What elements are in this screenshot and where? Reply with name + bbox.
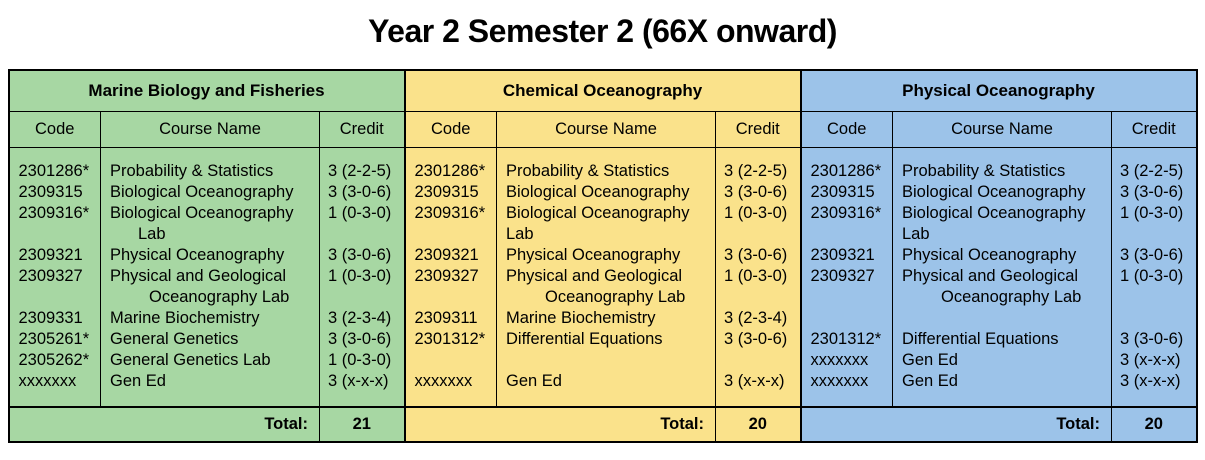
course-code: 2301286* [405, 147, 497, 182]
col-header-name: Course Name [893, 111, 1112, 147]
course-name: Differential Equations [497, 329, 716, 350]
course-credit: 3 (3-0-6) [716, 329, 801, 350]
course-credit: 3 (3-0-6) [320, 182, 405, 203]
course-name: Oceanography Lab [893, 287, 1112, 308]
total-value: 20 [1112, 407, 1197, 442]
course-code: 2309315 [405, 182, 497, 203]
course-name: Probability & Statistics [893, 147, 1112, 182]
course-code [801, 224, 893, 245]
course-credit: 3 (2-3-4) [320, 308, 405, 329]
course-credit: 3 (3-0-6) [716, 245, 801, 266]
col-header-name: Course Name [497, 111, 716, 147]
col-header-code: Code [9, 111, 101, 147]
course-name: Physical Oceanography [497, 245, 716, 266]
course-name [497, 350, 716, 371]
total-label: Total: [801, 407, 1112, 442]
course-name: Physical and Geological [893, 266, 1112, 287]
course-credit [1112, 308, 1197, 329]
table-row [9, 182, 1197, 203]
table-row [9, 203, 1197, 224]
table-row [9, 371, 1197, 407]
course-credit: 3 (3-0-6) [1112, 182, 1197, 203]
course-code: xxxxxxx [801, 350, 893, 371]
course-credit: 3 (x-x-x) [320, 371, 405, 407]
course-credit [716, 224, 801, 245]
course-code: 2309327 [801, 266, 893, 287]
course-code: 2301312* [801, 329, 893, 350]
section-title-chemical-oceanography: Chemical Oceanography [405, 70, 801, 111]
course-name: Gen Ed [497, 371, 716, 407]
table-row [9, 308, 1197, 329]
course-credit: 3 (2-2-5) [1112, 147, 1197, 182]
course-name: Gen Ed [101, 371, 320, 407]
course-code: 2301286* [9, 147, 101, 182]
course-code [405, 224, 497, 245]
course-code: xxxxxxx [801, 371, 893, 407]
course-credit: 3 (3-0-6) [320, 245, 405, 266]
course-code: 2305261* [9, 329, 101, 350]
column-header-row [9, 111, 1197, 147]
course-code: 2301286* [801, 147, 893, 182]
course-code: 2309316* [405, 203, 497, 224]
course-code: 2309315 [9, 182, 101, 203]
course-code: 2309331 [9, 308, 101, 329]
course-name: Biological Oceanography [101, 182, 320, 203]
col-header-name: Course Name [101, 111, 320, 147]
table-row [9, 245, 1197, 266]
course-credit: 1 (0-3-0) [320, 350, 405, 371]
section-title-marine-biology: Marine Biology and Fisheries [9, 70, 405, 111]
course-name: Gen Ed [893, 350, 1112, 371]
course-credit [716, 350, 801, 371]
course-name: Biological Oceanography [497, 182, 716, 203]
course-name [893, 308, 1112, 329]
course-code: xxxxxxx [9, 371, 101, 407]
course-name: Differential Equations [893, 329, 1112, 350]
course-code [9, 287, 101, 308]
course-credit: 3 (2-2-5) [320, 147, 405, 182]
course-credit: 1 (0-3-0) [320, 266, 405, 287]
course-name: Physical and Geological [497, 266, 716, 287]
table-row [9, 266, 1197, 287]
col-header-code: Code [801, 111, 893, 147]
table-row [9, 350, 1197, 371]
course-code: 2305262* [9, 350, 101, 371]
col-header-credit: Credit [1112, 111, 1197, 147]
col-header-credit: Credit [320, 111, 405, 147]
course-code: 2309316* [801, 203, 893, 224]
course-credit: 3 (3-0-6) [1112, 245, 1197, 266]
course-code: 2309321 [801, 245, 893, 266]
course-credit: 3 (2-3-4) [716, 308, 801, 329]
section-title-row [9, 70, 1197, 111]
course-code: 2309321 [405, 245, 497, 266]
total-value: 20 [716, 407, 801, 442]
table-row [9, 329, 1197, 350]
course-code: 2309321 [9, 245, 101, 266]
course-name: Biological Oceanography [101, 203, 320, 224]
course-name: Physical Oceanography [893, 245, 1112, 266]
course-code: 2309311 [405, 308, 497, 329]
col-header-credit: Credit [716, 111, 801, 147]
course-credit [716, 287, 801, 308]
course-code [405, 287, 497, 308]
course-code [801, 287, 893, 308]
course-code [801, 308, 893, 329]
course-credit: 1 (0-3-0) [716, 203, 801, 224]
course-credit: 1 (0-3-0) [1112, 266, 1197, 287]
course-credit: 3 (2-2-5) [716, 147, 801, 182]
section-title-physical-oceanography: Physical Oceanography [801, 70, 1197, 111]
course-name: Biological Oceanography [893, 203, 1112, 224]
course-name: Oceanography Lab [101, 287, 320, 308]
course-name: Physical and Geological [101, 266, 320, 287]
course-code [9, 224, 101, 245]
course-code: xxxxxxx [405, 371, 497, 407]
page-title: Year 2 Semester 2 (66X onward) [368, 13, 837, 49]
course-credit: 1 (0-3-0) [320, 203, 405, 224]
course-name: Probability & Statistics [101, 147, 320, 182]
course-code [405, 350, 497, 371]
course-name: Lab [101, 224, 320, 245]
course-code: 2301312* [405, 329, 497, 350]
course-credit [1112, 224, 1197, 245]
total-row [9, 407, 1197, 442]
table-row [9, 147, 1197, 182]
course-table [8, 69, 1198, 443]
course-credit: 3 (3-0-6) [320, 329, 405, 350]
course-credit: 1 (0-3-0) [1112, 203, 1197, 224]
course-name: Gen Ed [893, 371, 1112, 407]
course-code: 2309327 [9, 266, 101, 287]
course-credit: 3 (x-x-x) [1112, 350, 1197, 371]
course-credit: 3 (3-0-6) [1112, 329, 1197, 350]
course-credit: 1 (0-3-0) [716, 266, 801, 287]
course-name: General Genetics Lab [101, 350, 320, 371]
course-rows [9, 147, 1197, 407]
course-code: 2309315 [801, 182, 893, 203]
course-credit [320, 224, 405, 245]
course-credit: 3 (x-x-x) [1112, 371, 1197, 407]
course-name: Lab [497, 224, 716, 245]
course-credit: 3 (x-x-x) [716, 371, 801, 407]
course-code: 2309316* [9, 203, 101, 224]
course-name: Biological Oceanography [893, 182, 1112, 203]
total-label: Total: [9, 407, 320, 442]
course-name: Oceanography Lab [497, 287, 716, 308]
table-row [9, 287, 1197, 308]
course-name: Probability & Statistics [497, 147, 716, 182]
table-row [9, 224, 1197, 245]
total-label: Total: [405, 407, 716, 442]
course-name: Biological Oceanography [497, 203, 716, 224]
course-credit: 3 (3-0-6) [716, 182, 801, 203]
course-name: Marine Biochemistry [101, 308, 320, 329]
total-value: 21 [320, 407, 405, 442]
course-code: 2309327 [405, 266, 497, 287]
course-name: Lab [893, 224, 1112, 245]
col-header-code: Code [405, 111, 497, 147]
course-credit [320, 287, 405, 308]
course-credit [1112, 287, 1197, 308]
course-name: Marine Biochemistry [497, 308, 716, 329]
course-name: General Genetics [101, 329, 320, 350]
course-name: Physical Oceanography [101, 245, 320, 266]
